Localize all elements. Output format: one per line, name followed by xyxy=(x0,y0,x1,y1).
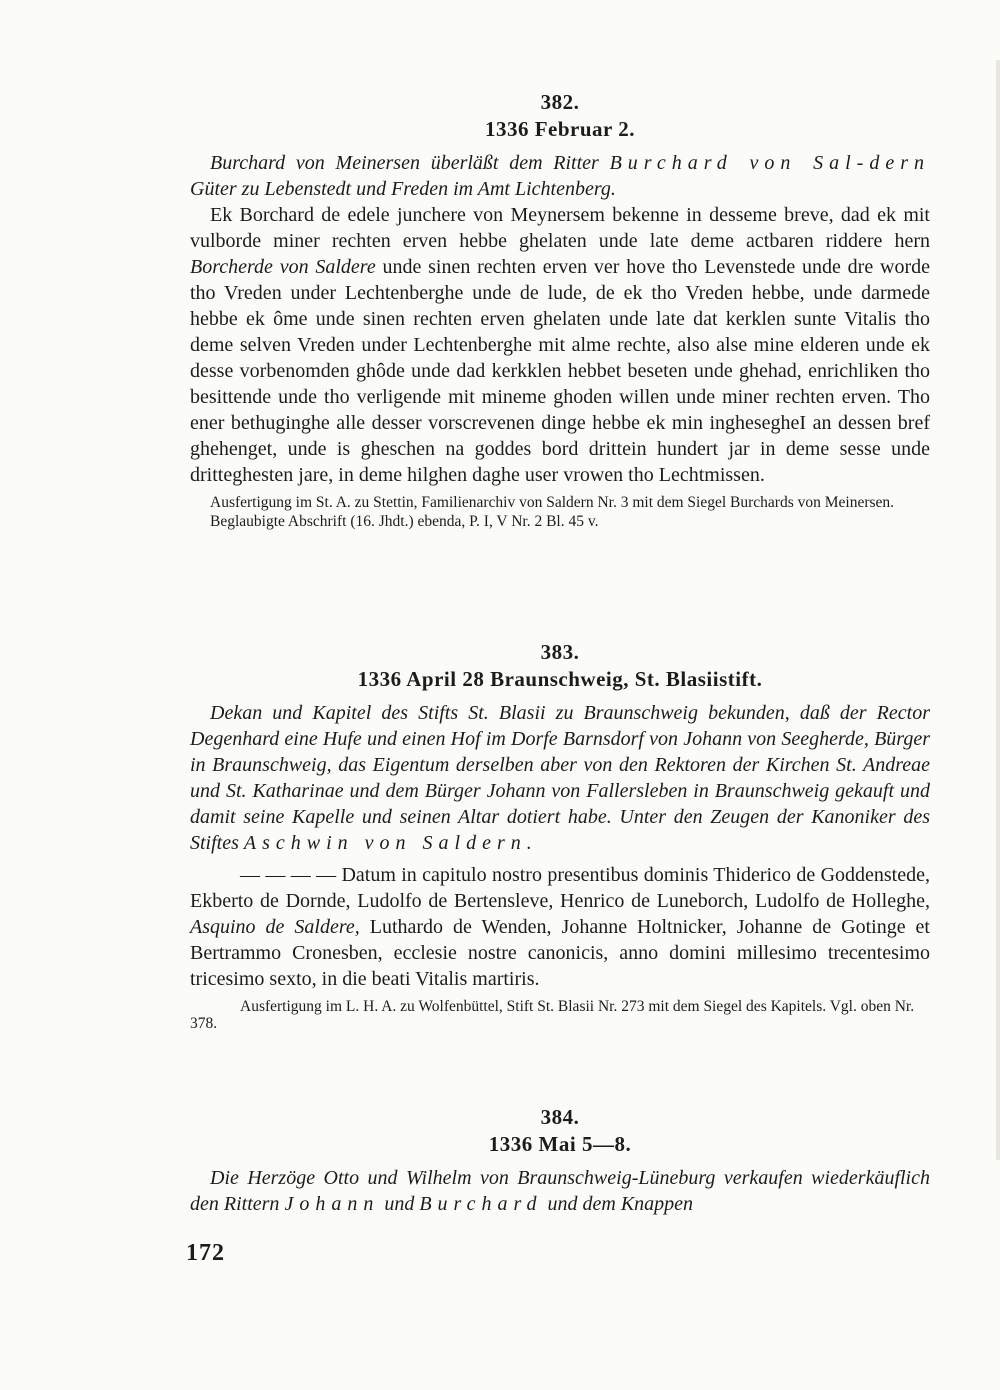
entry-number: 384. xyxy=(540,1105,580,1129)
entry-regest: Die Herzöge Otto und Wilhelm von Braunschweig-Lüneburg verkaufen wiederkäuflich den Rittern Johann und Burchard und dem Knappen xyxy=(190,1167,930,1215)
entry-regest: Burchard von Meinersen überläßt dem Ritter Burchard von Sal-dern Güter zu Lebenstedt und Freden im Amt Lichtenberg. xyxy=(190,152,930,200)
entry-number: 383. xyxy=(540,640,580,664)
entry-date: 1336 Mai 5—8. xyxy=(488,1132,632,1156)
page-number: 172 xyxy=(186,1240,225,1266)
entry-382 xyxy=(190,90,930,530)
source-note: Beglaubigte Abschrift (16. Jhdt.) ebenda, P. I, V Nr. 2 Bl. 45 v. xyxy=(210,513,599,530)
source-note: Ausfertigung im St. A. zu Stettin, Familienarchiv von Saldern Nr. 3 mit dem Siegel Burchards von Meinersen. xyxy=(210,494,895,511)
entry-383 xyxy=(190,640,930,1032)
entry-text: Ek Borchard de edele junchere von Meynersem bekenne in desseme breve, dad ek mit vulborde miner rechten erven hebbe ghelaten unde late deme actbaren riddere hern Borcherde von Saldere unde sinen rechten erven ver hove tho Levenstede unde dre worde tho Vreden under Lechtenberghe unde de lude, de ek tho Vreden hebbe, unde darmede hebbe ek ôme unde sinen rechten erven ghelaten unde late dat kerklen sunte Vitalis tho deme selven Vreden under Lechtenberghe mit alme rechte, also alse mine elderen unde ek desse vorbenomden ghôde unde dad kerkklen hebbet beseten unde ghehad, enrichliken tho besittende unde tho verligende mit mineme ghoden willen unde miner rechten erven. Tho ener bethuginghe alle desser vorscrevenen dinge hebbe ek min inghesegheI an dessen bref ghehenget, unde is gheschen na goddes bord drittein hundert jar in deme sesse unde dritteghesten jare, in deme hilghen daghe user vrowen tho Lechtmissen. xyxy=(190,204,930,486)
source-note: Ausfertigung im L. H. A. zu Wolfenbüttel, Stift St. Blasii Nr. 273 mit dem Siegel des Kapitels. Vgl. oben Nr. 378. xyxy=(190,998,915,1032)
entry-text: — — — — Datum in capitulo nostro presentibus dominis Thiderico de Goddenstede, Ekberto de Dornde, Ludolfo de Bertensleve, Henrico de Luneborch, Ludolfo de Holleghe, Asquino de Saldere, Luthardo de Wenden, Johanne Holtnicker, Johanne de Gotinge et Bertrammo Cronesben, ecclesie nostre canonicis, anno domini millesimo trecentesimo tricesimo sexto, in die beati Vitalis martiris. xyxy=(190,864,930,990)
entry-384 xyxy=(190,1105,930,1217)
entry-date: 1336 April 28 Braunschweig, St. Blasiistift. xyxy=(357,667,763,691)
entry-date: 1336 Februar 2. xyxy=(484,117,636,141)
page-edge-shadow xyxy=(996,60,1000,1160)
entry-regest: Dekan und Kapitel des Stifts St. Blasii zu Braunschweig bekunden, daß der Rector Degenhard eine Hufe und einen Hof im Dorfe Barnsdorf von Johann von Seegherde, Bürger in Braunschweig, das Eigentum derselben aber von den Rektoren der Kirchen St. Andreae und St. Katharinae und dem Bürger Johann von Fallersleben in Braunschweig gekauft und damit seine Kapelle und seinen Altar dotiert habe. Unter den Zeugen der Kanoniker des Stiftes Aschwin von Saldern. xyxy=(190,702,930,854)
entry-number: 382. xyxy=(540,90,580,114)
